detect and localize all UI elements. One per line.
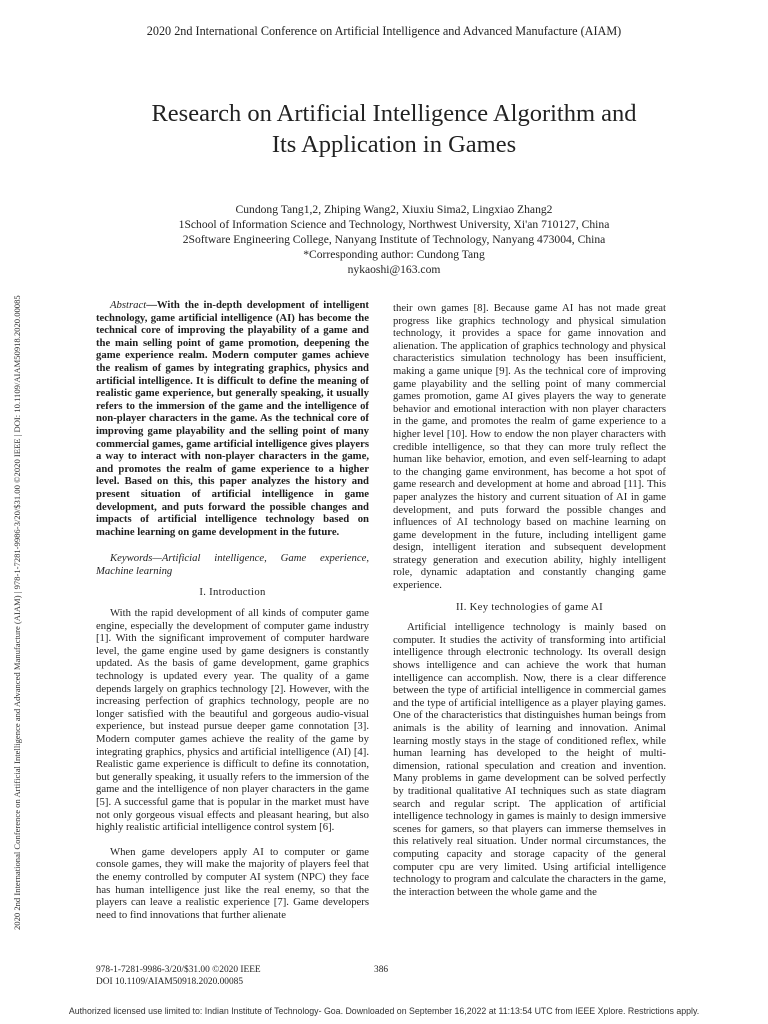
abstract	[96, 299, 369, 538]
right-column	[393, 302, 666, 898]
abstract-text: With the in-depth development of intelligent technology, game artificial intelligence (AI) has become the technical core of improving the playability of a game and the main selling point of game promotion, deepening the game experience realm. Modern computer games achieve the realism of games by integrating graphics, physics and artificial intelligence. It is difficult to define the meaning of realistic game experience, but generally speaking, it usually refers to the immersion of the game and the intelligence of non-player characters in the game. As the technical core of improving game playability and the selling point of many commercial games, game artificial intelligence gives players a way to interact with non-player characters in the game, and promotes the realm of game experience to a higher level. Based on this, this paper analyzes the history and present situation of artificial intelligence in game development, and puts forward the possible changes and impacts of artificial intelligence technology based on machine learning on game development in the future.	[96, 299, 369, 538]
title-line-2: Its Application in Games	[271, 131, 517, 158]
affiliation-1: 1School of Information Science and Technology, Northwest University, Xi'an 710127, China	[178, 218, 610, 231]
side-doi-note: 2020 2nd International Conference on Artificial Intelligence and Advanced Manufacture (AIAM) | 978-1-7281-9986-3/20/$31.00 ©2020 IEEE | DOI: 10.1109/AIAM50918.2020.00085	[12, 295, 22, 930]
corresponding-author: *Corresponding author: Cundong Tang	[303, 248, 485, 261]
footer-isbn: 978-1-7281-9986-3/20/$31.00 ©2020 IEEE	[96, 965, 261, 975]
footer-doi: DOI 10.1109/AIAM50918.2020.00085	[96, 976, 244, 987]
affiliation-2: 2Software Engineering College, Nanyang Institute of Technology, Nanyang 473004, China	[182, 233, 606, 246]
author-block	[60, 202, 728, 277]
paper-title	[60, 98, 728, 160]
abstract-dash: —	[146, 299, 157, 311]
key-tech-paragraph: Artificial intelligence technology is mainly based on computer. It studies the activity of transforming into artificial intelligence through electronic technology. Its overall design shows intelligence and can achieve the work that human intelligence can accomplish. Now, there is a clear difference between the type of artificial intelligence in commercial games and the type of artificial intelligence as a player playing games. One of the characteristics that distinguishes human beings from animals is the ability of learning and innovation. Animal learning mostly stays in the stage of conditioned reflex, while human learning has developed to the height of multi-dimension, rational speculation and creation and invention. Many problems in game development can be solved perfectly by traditional qualitative AI techniques such as state diagram search and regular script. The application of artificial intelligence technology in games is mainly to design immersive scenes for gamers, so that players can immerse themselves in this relatively real situation. Under normal circumstances, the computing capacity and storage capacity of the general computer cpu are very limited. Using artificial intelligence technology to program and calculate the characters in the game, the interaction between the whole game and the	[393, 621, 667, 898]
left-column	[96, 299, 369, 921]
author-names: Cundong Tang1,2, Zhiping Wang2, Xiuxiu Sima2, Lingxiao Zhang2	[235, 203, 553, 216]
section-heading-introduction: I. Introduction	[199, 586, 266, 599]
footer-copyright	[96, 965, 261, 988]
authorization-note: Authorized licensed use limited to: Indian Institute of Technology- Goa. Downloaded on September 16,2022 at 11:13:54 UTC from IEEE Xplore. Restrictions apply.	[68, 1006, 700, 1016]
section-heading-key-technologies: II. Key technologies of game AI	[455, 600, 603, 613]
author-email: nykaoshi@163.com	[347, 263, 441, 276]
page-number: 386	[374, 965, 389, 975]
conference-header: 2020 2nd International Conference on Artificial Intelligence and Advanced Manufacture (AIAM)	[146, 24, 622, 38]
intro-paragraph-2: When game developers apply AI to computer or game console games, they will make the majority of players feel that the enemy controlled by computer AI system (NPC) they face has human intelligence just like the real enemy, so that the players can leave a realistic experience [7]. Game developers need to find innovations that further alienate	[96, 845, 369, 921]
intro-paragraph-continued: their own games [8]. Because game AI has not made great progress like graphics technology and physical simulation technology, it provides a space for game innovation and alienation. The application of graphics technology and physical characteristics simulation technology has been insufficient, making a game unique [9]. As the technical core of improving game playability and the selling point of many commercial games promotion, game AI gives players the way to generate behavior and emotional interaction with non player characters in the game, and promotes the realm of game experience to a higher level [10]. How to endow the non player characters with credible intelligence, so that they can more truly reflect the human like behavior, emotion, and even self-learning to adapt to the changing game environment, has become a hot spot of game research and development at home and abroad [11]. This paper analyzes the history and current situation of AI in game development, and puts forward the possible changes and influences of AI technology based on machine learning on game development in the future, including intelligent game design, intelligent iteration and subsequent development strategy generation and execution ability, highly intelligent role, dynamic adaptation and constantly changing game experience.	[393, 302, 666, 592]
intro-paragraph-1: With the rapid development of all kinds of computer game engine, especially the development of computer game industry [1]. With the significant improvement of computer hardware level, the game engine used by game designers is constantly updated. As the basis of game development, game graphics technology is updated every year. The quality of a game depends largely on graphics technology [2]. However, with the increasing perfection of graphics technology, people are no longer satisfied with the beautiful and gorgeous audio-visual experience, but instead pursue deeper game connotation [3]. Modern computer games achieve the reality of the game by integrating graphics, physics and artificial intelligence (AI) [4]. Realistic game experience is difficult to define its connotation, but generally speaking, it usually refers to the immersion of the game and the intelligence of non player characters in the game [5]. A successful game that is popular in the market must have not only gorgeous visual effects and pleasant hearing, but also highly realistic artificial intelligence control system [6].	[96, 607, 369, 834]
keywords: Keywords—Artificial intelligence, Game experience, Machine learning	[96, 552, 369, 577]
abstract-label: Abstract	[110, 299, 147, 311]
title-line-1: Research on Artificial Intelligence Algorithm and	[151, 100, 637, 127]
